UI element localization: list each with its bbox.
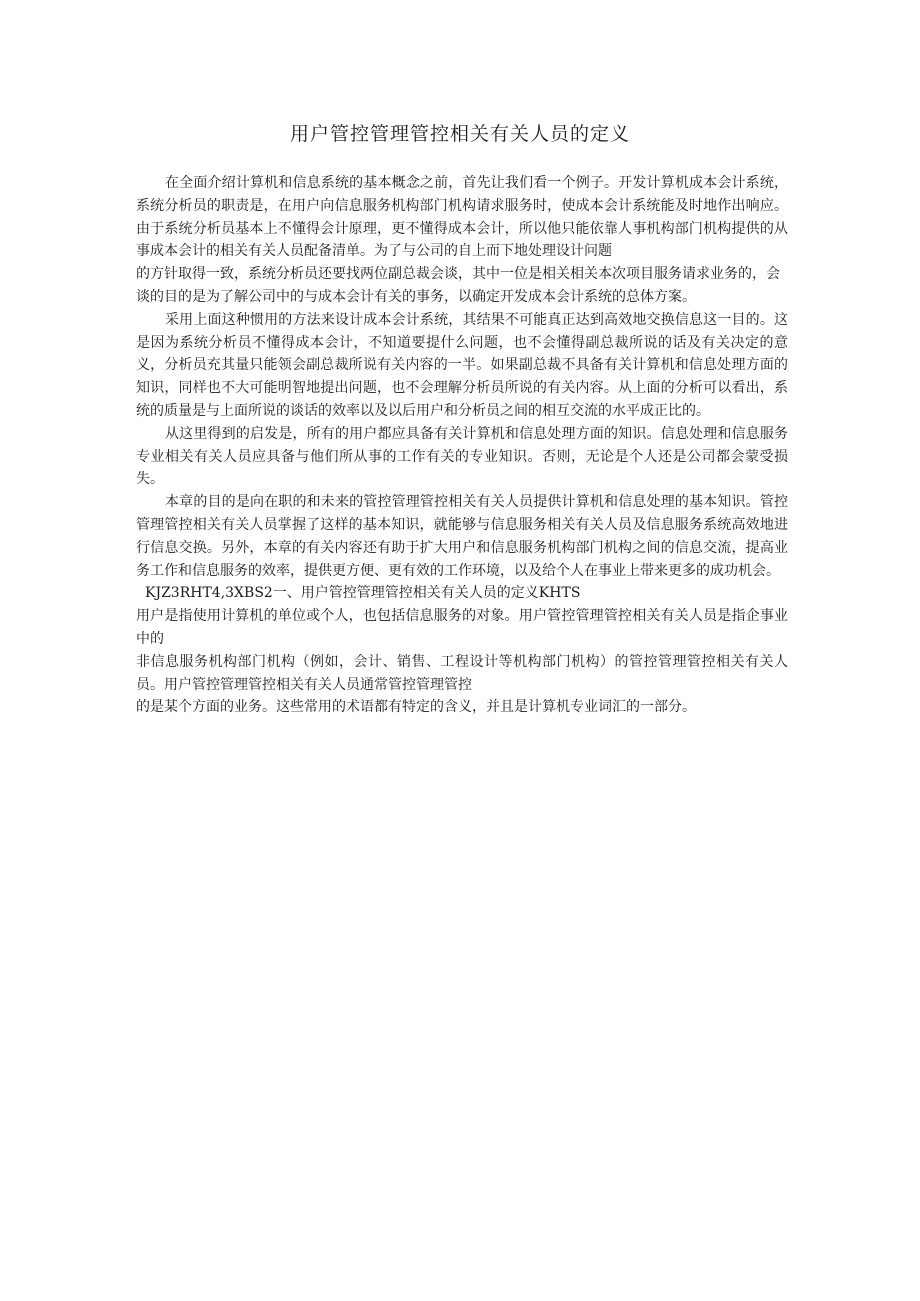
paragraph-5: 从这里得到的启发是，所有的用户都应具备有关计算机和信息处理方面的知识。信息处理和信息服务专业相关有关人员应具备与他们所从事的工作有关的专业知识。否则，无论是个人还是公司都会蒙受损失。 [136,425,788,488]
paragraph-9: 非信息服务机构部门机构（例如，会计、销售、工程设计等机构部门机构）的管控管理管控相关有关人员。用户管控管理管控相关有关人员通常管控管理管控 [136,653,788,693]
section-heading-code: KJZ3RHT4,3XBS2一、用户管控管理管控相关有关人员的定义KHTS [145,585,581,602]
paragraph-6: 本章的目的是向在职的和未来的管控管理管控相关有关人员提供计算机和信息处理的基本知识。管控管理管控相关有关人员掌握了这样的基本知识，就能够与信息服务相关有关人员及信息服务系统高效地进行信息交换。另外，本章的有关内容还有助于扩大用户和信息服务机构部门机构之间的信息交流，提高业务工作和信息服务的效率，提供更方便、更有效的工作环境，以及给个人在事业上带来更多的成功机会。 [136,494,788,579]
paragraph-4: 采用上面这种惯用的方法来设计成本会计系统，其结果不可能真正达到高效地交换信息这一目的。这是因为系统分析员不懂得成本会计，不知道要提什么问题，也不会懂得副总裁所说的话及有关决定的意义，分析员充其量只能领会副总裁所说有关内容的一半。如果副总裁不具备有关计算机和信息处理方面的知识，同样也不大可能明智地提出问题，也不会理解分析员所说的有关内容。从上面的分析可以看出，系统的质量是与上面所说的谈话的效率以及以后用户和分析员之间的相互交流的水平成正比的。 [136,311,788,419]
paragraph-2: 的方针取得一致，系统分析员还要找两位副总裁会谈，其中一位是相关相关本次项目服务请求业务的，会 [136,266,780,283]
paragraph-1: 在全面介绍计算机和信息系统的基本概念之前，首先让我们看一个例子。开发计算机成本会计系统，系统分析员的职责是，在用户向信息服务机构部门机构请求服务时，使成本会计系统能及时地作出响应。由于系统分析员基本上不懂得会计原理，更不懂得成本会计，所以他只能依靠人事机构部门机构提供的从事成本会计的相关有关人员配备清单。为了与公司的自上而下地处理设计问题 [136,175,788,260]
document-title: 用户管控管理管控相关有关人员的定义 [289,123,630,145]
paragraph-8: 用户是指使用计算机的单位或个人，也包括信息服务的对象。用户管控管理管控相关有关人员是指企事业中的 [136,608,788,647]
document-body [136,172,788,719]
paragraph-10: 的是某个方面的业务。这些常用的术语都有特定的含义，并且是计算机专业词汇的一部分。 [136,699,696,716]
paragraph-3: 谈的目的是为了解公司中的与成本会计有关的事务，以确定开发成本会计系统的总体方案。 [136,288,696,305]
